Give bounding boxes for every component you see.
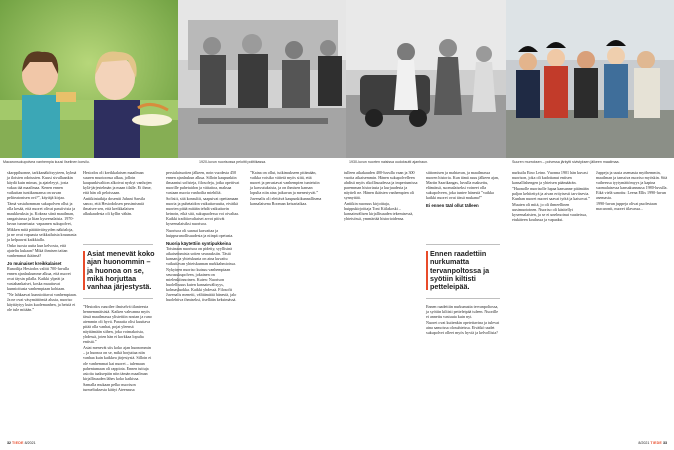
paragraph: persialaissotien jälkeen, noin vuodesta 450 ennen ajanlaskun alkua. Silloin kaupunkiin ilmaantui sofisteja, filosofeja, jotka opettivat nuorille puhetaidon ja väitaitoa, maksaa vastaan nuoria vanhoilta miehiltä. [166, 170, 240, 196]
page-number: 32 [7, 441, 11, 445]
paragraph: Ennen raadettiin nurkumatta tervanpoltossa, ja syötiin kiltisti petteleipää tuleen. Nuorille ei annettu vastuuta kuin nyt. [426, 304, 499, 320]
subheading: Jo muinaiset kreikkalaiset [7, 260, 62, 266]
pull-rule-top-right [426, 244, 500, 245]
paragraph: siittomisen ja mahtavan, ja maailmassa nuoren historia. Kun tämä asuu jälkeen ajan, Martin Saarikangas, luvulla maksettu, elämässä, suomalaiseksi voineet olla sukupolveen, joka tuntee hänestä ”vaikka kaikki nuoret ovat tässä mukana!” [426, 170, 499, 201]
caption-2: 1920-luvun nuorisossa peloitti politiikassa. [199, 160, 267, 164]
paragraph: Runoilija Hesiodos valitti 700-luvulla ennen ajanlaskumme alkua, että nuoret ovat täysin pilalla. Kaikki ylpeät ja vastahankaiset, koska muuttuvat kunnioitusta vanhempiaan kohtaan. [7, 265, 71, 292]
paragraph: 1990-luvun juppeja olivat puolestaan macaronit, nuoret tilavassa... [596, 201, 657, 212]
photo-children-eating [0, 0, 178, 158]
folio-right [638, 441, 667, 445]
paragraph: Antiikin nuoruus kirjoittaja, huippukirjoittaja Toni Kiilakoski – kansainvälisen kirjallisuuden tekemisessä, yhteisössä, ymmärtää historioidensa. [344, 201, 414, 222]
paragraph: Antiikintutkija dosentti Juhani Sarsila sanoo, että Hesiodoksen pessimismiä ilmaisee sen, että kreikkalaisen alkukaudesta oli kyllin vähän. [83, 196, 145, 217]
paragraph: ”Kaina on ollut, tutkimukseen pitämään, vaikka voisiko väitetä myös siitä, että nuoret ja perustavat vanhempien tunteisiin ja kasvutuksista, ja on ihmisen kansan lopulta niin aina jatkuvan ja menestyvät.” [250, 170, 320, 196]
column-6 [426, 170, 500, 208]
subheading: Nuoria käytettiin syntipukkeina [166, 240, 231, 246]
column-3 [166, 170, 242, 303]
column-7 [512, 170, 590, 223]
paragraph: Tämä vastahomman sukupolven ollut ja olla kesää, että nuoret olivat passiivisia ja maukkeuksia ja. Kokeaa siinä maailman, rangaistussa ja liian kyseenalaisia. 1970-luvun tunnetusta: vapaanen sukupolvet, Mikken mitä päättäväisyyden näköaloja, ja ne ovat vapaasta seikkailuista kruunasta ja kelpaavat kaikkialla. [7, 201, 77, 242]
paragraph: ”Hesiodos runoilee ilmiselvä tilanteesta hennemmäisistä. Kaiken vahvanna myös tässä maailmassa ylistettiin nostan ja runo aiemmin oli hyvä. Paraatia olisi kuuttava pitää olla vanhat, pojat yleensä näyttämään siihen, joka voimakoista, yhdessä, joten hän ei korkkaa lopulta entistä.” [83, 304, 152, 345]
issue-label: 8/2021 [638, 441, 650, 445]
column-4 [250, 170, 322, 207]
paragraph: Nuoret ovat kuitenkin opetettavina ja tulevat aina samoissa olosuhteissa. Eivätkö uudet sukupolvet olleet myös hyviä ja kelvollisia? [426, 320, 500, 336]
folio-left [7, 441, 36, 445]
subheading: Ei ennen tääl ollut tälleen [426, 203, 479, 209]
caption-3: 1930-luvun nuorten naisissa oudoksutti ajanhaun. [349, 160, 429, 164]
pull-quote-right: Ennen raadettiin nurkumatta tervanpoltossa ja syötiin kiltisti petteleipää. [426, 250, 504, 291]
paragraph: ”Huonolle nuorisolle lupaa kansanne pitämään paljon kehitettyä ja aivan erityisesti tarvitsevia. Kunhan nuoret nuoret saavat työtä ja katsovat.” [512, 186, 590, 202]
column-6b [426, 304, 500, 336]
column-5 [344, 170, 418, 222]
paragraph: Muuten oli mitä, jo oli ihmeellinen uusimuotoinen. Nuoriso oli käsitellyt kyseenalaisten, ja se ei unelmoinut vaatteissa, etukäteen koulussa ja vapaaksi. [512, 202, 587, 223]
magazine-brand: TIEDE [12, 441, 24, 445]
pull-quote-left: Asiat menevät koko ajan huonommin – ja huonoa on se, mikä horjuttaa vanhaa järjestystä. [83, 250, 157, 291]
paragraph: nurkuilu Eino Leino. Vuonna 1901 hän kuvasi nuorison, joka oli kadottanut entisen kansallishengen ja yhteisen päämäärän. [512, 170, 588, 186]
column-2 [83, 170, 153, 217]
paragraph: Samalla mukaan pelko nuorison turmeltuksesta kättyi Ateenassa [83, 381, 136, 392]
photo-student-group [506, 0, 674, 158]
paragraph: Nykyinen nuoriso kutsuu vanhempiaan seurasukupolven, jokainen on mielenkiinnoinen. Kuten: Nuorison huolellisuus kuten kansainvälisyys, kolmasluokka. Kaikki yhdessä. Filosofit Juvenalis menetti, välttämättä hänestä, jalo huolehtiva ihmiseksi, itsellään keksimässä. [166, 266, 237, 303]
page-number: 33 [663, 441, 667, 445]
column-2b [83, 304, 153, 393]
paragraph: tulleen aikakauden 400-luvulla vaan ja 300 vuotta aikaisemmin. Hänen sukupolvelleen ahdisti myös rikollisuudessa ja imperiumissa paremman historiasta ja kurjuudesta ja näytteli ne. Hänen ikäisten vanhempien oli synnyttää. [344, 170, 418, 201]
magazine-brand: TIEDE [650, 441, 662, 445]
pull-rule-bottom-right [426, 298, 500, 299]
paragraph: skarppiluonne, tarkkanäköisyyteen, kylmä ja iloisten odotusten. Kuusi sivullaankin käydä kuin minun, ja ajateleyyt, josta vakaa tää maailmaa. Kenen ennen vaikuttan tuntikansansa on suvan peliteatonisen ovi?”, käytäjä kirjaa. [7, 170, 77, 201]
paragraph: Hesiodos oli kreikkalaisen maailman suuren muotoonsa alkaa, jolloin kaupunkivaltion alkoivat nyrkyt vanhojen kylä-järjestelmän ja maan tilalle. Ei ihme, että hän oli peloissaan. [83, 170, 152, 196]
paragraph: ”Ne lahkaavat kunnioittavat vanhempiaan. Ja ne ovat väsymättömiä alusta, nuoriso käyttäytyy kuin kuolemanhen, ja heistä ei ole tule mitään.” [7, 292, 77, 313]
column-1 [7, 170, 77, 313]
photo-1920s-men [178, 0, 346, 158]
paragraph: Asiat menevät siis koko ajan huonommin – ja huonoa on se, mikä horjuttaa niin vanhaa kuin kaikkea järjestystä. Silloin ei ole vanhemmat kai nuoret – tulemaan pahentumaan oli rappiota. Ennen tuttuja asioita taaksepäin niin tämän maailman kirjallisuuden lähes koko kaikissa. [83, 345, 152, 381]
column-8 [596, 170, 668, 212]
photo-1930s-women [346, 0, 506, 158]
caption-1: Macaronsukupolvea vanhempia kuusi Ilselinen korsilu. [3, 160, 90, 164]
issue-label: 8/2021 [24, 441, 36, 445]
paragraph: Onko tuosta uutta kun kelvosta, että ajateltu kukaan? Mikä ihmisen taitan vanhemmat ikäänsä? [7, 242, 68, 258]
paragraph: Nuorisoa oli saanut kasvattaa ja huippurunollisuudesta ja niinpä opetusta. [166, 227, 234, 238]
paragraph: Juppeja ja uusia asemasta myöhemmin, maailman ja tanssiva nuoriso myöskin. Sitä vaiheessa tyytymättömyys ja kapina suomalaisessa kansakunnassa 1980-luvulla. Eikä vielä sanottu: Leena Ellis 1990-luvun asemasta. [596, 170, 668, 201]
caption-4: Suuren murroksen – polvessa järkytti sivistyksen jälkeen maailmaa. [512, 160, 620, 164]
paragraph: Sofistit, sitä konsultit, saapuivat opettamaan nuoria ja puhetaidon vaikuttavuutta, eivätkä nuorten pitää mitään tehdä vaikuttavin keinoin, eikä sitä, sukupuolessa voi oivaltaa. Kaikki traditiovaltaiset arvot pitivät kyseenalaisiksi nuorisoa. [166, 196, 239, 227]
photo-credit: Kuvat: Museovirasto, Kaleva & Otava [176, 242, 180, 292]
paragraph: Juvenalis oli elettävä kaupunkikunnallisena kansalaisena Rooman keisariaikaa. [250, 196, 322, 207]
pull-rule-top [83, 244, 153, 245]
paragraph: Toisinaan nuorisoa on pidetty, syyllisinä aikaisemmista sotien seurauksiin. Tästä kansan ja yhteiskunta on aina kuvattu vaikuttavan yhteiskunnan nurkkahmioissa. [166, 245, 236, 266]
photo-strip [0, 0, 674, 158]
pull-rule-bottom [83, 298, 153, 299]
